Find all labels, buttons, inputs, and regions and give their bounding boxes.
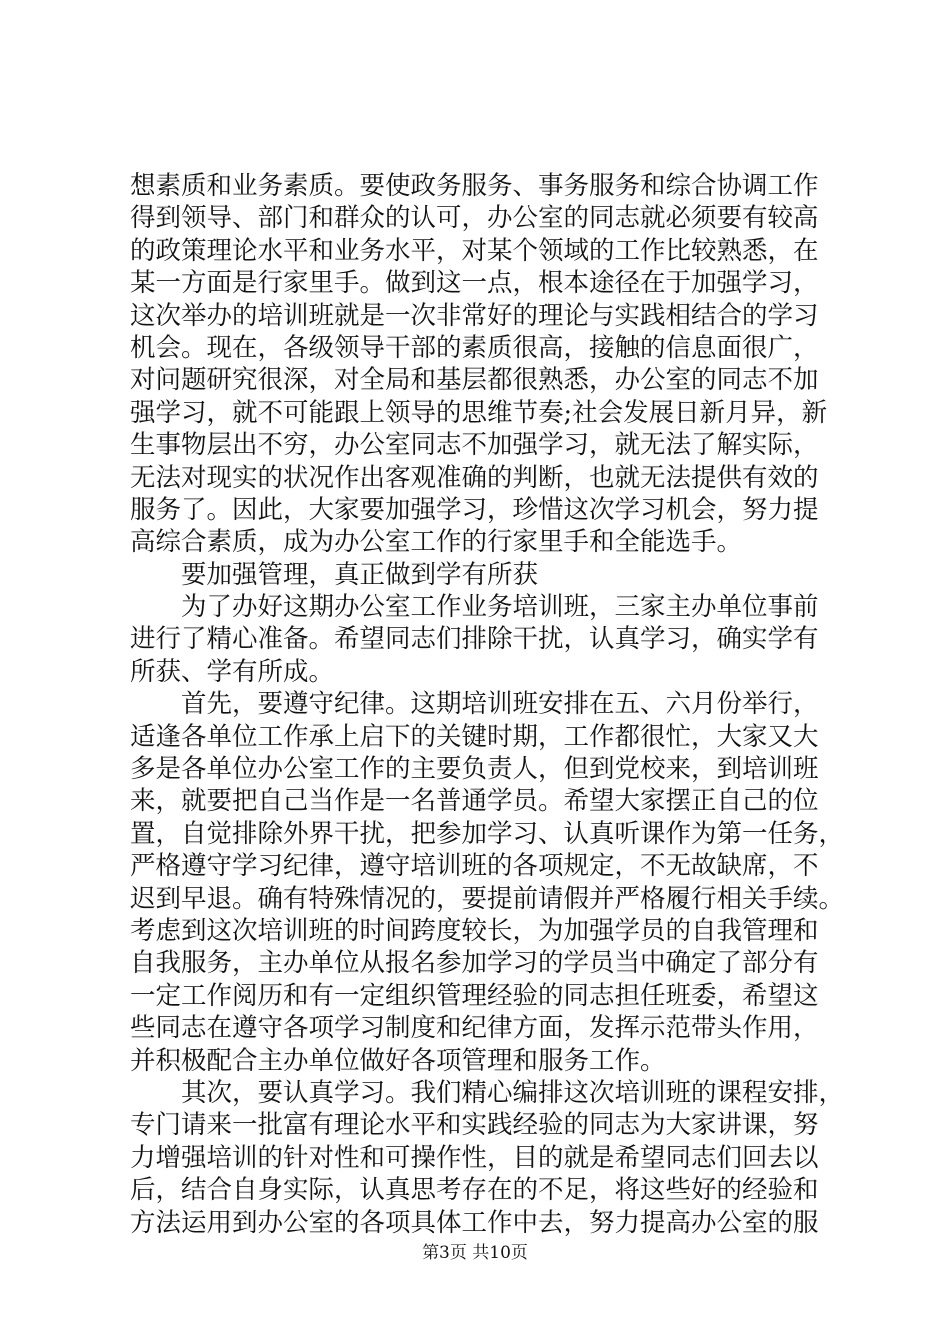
text-line: 自我服务，主办单位从报名参加学习的学员当中确定了部分有 (130, 948, 819, 979)
text-line: 迟到早退。确有特殊情况的，要提前请假并严格履行相关手续。 (130, 883, 845, 914)
text-line: 的政策理论水平和业务水平，对某个领域的工作比较熟悉，在 (130, 235, 819, 266)
page-footer: 第3页 共10页 (422, 1243, 528, 1263)
text-line: 为了办好这期办公室工作业务培训班，三家主办单位事前 (181, 592, 819, 623)
text-line: 服务了。因此，大家要加强学习，珍惜这次学习机会，努力提 (130, 494, 819, 525)
text-line: 想素质和业务素质。要使政务服务、事务服务和综合协调工作 (130, 171, 819, 201)
text-line: 严格遵守学习纪律，遵守培训班的各项规定，不无故缺席，不 (130, 851, 819, 882)
text-line: 进行了精心准备。希望同志们排除干扰，认真学习，确实学有 (130, 624, 819, 655)
text-line: 来，就要把自己当作是一名普通学员。希望大家摆正自己的位 (130, 786, 819, 817)
text-line: 适逢各单位工作承上启下的关键时期，工作都很忙，大家又大 (130, 721, 819, 752)
text-line: 方法运用到办公室的各项具体工作中去，努力提高办公室的服 (130, 1207, 819, 1238)
text-line: 后，结合自身实际，认真思考存在的不足，将这些好的经验和 (130, 1175, 819, 1206)
text-line: 并积极配合主办单位做好各项管理和服务工作。 (130, 1045, 666, 1076)
body-text (130, 170, 845, 1239)
text-line: 置，自觉排除外界干扰，把参加学习、认真听课作为第一任务， (130, 818, 845, 849)
text-line: 其次，要认真学习。我们精心编排这次培训班的课程安排， (181, 1077, 845, 1108)
text-line: 专门请来一批富有理论水平和实践经验的同志为大家讲课，努 (130, 1110, 819, 1141)
text-line: 力增强培训的针对性和可操作性，目的就是希望同志们回去以 (130, 1142, 819, 1173)
text-line: 无法对现实的状况作出客观准确的判断，也就无法提供有效的 (130, 462, 819, 493)
text-line: 考虑到这次培训班的时间跨度较长，为加强学员的自我管理和 (130, 915, 819, 946)
text-line: 某一方面是行家里手。做到这一点，根本途径在于加强学习， (130, 268, 819, 299)
text-line: 多是各单位办公室工作的主要负责人，但到党校来，到培训班 (130, 754, 819, 785)
text-line: 高综合素质，成为办公室工作的行家里手和全能选手。 (130, 527, 743, 558)
text-line: 这次举办的培训班就是一次非常好的理论与实践相结合的学习 (130, 300, 819, 331)
text-line: 强学习，就不可能跟上领导的思维节奏;社会发展日新月异，新 (130, 397, 828, 428)
text-line: 些同志在遵守各项学习制度和纪律方面，发挥示范带头作用， (130, 1013, 819, 1044)
text-line: 生事物层出不穷，办公室同志不加强学习，就无法了解实际， (130, 430, 819, 461)
text-line: 得到领导、部门和群众的认可，办公室的同志就必须要有较高 (130, 203, 819, 234)
text-line: 首先，要遵守纪律。这期培训班安排在五、六月份举行， (181, 689, 819, 720)
text-line: 对问题研究很深，对全局和基层都很熟悉，办公室的同志不加 (130, 365, 819, 396)
text-line: 所获、学有所成。 (130, 656, 335, 687)
text-line: 机会。现在，各级领导干部的素质很高，接触的信息面很广， (130, 332, 819, 363)
text-line: 要加强管理，真正做到学有所获 (181, 559, 539, 590)
text-line: 一定工作阅历和有一定组织管理经验的同志担任班委，希望这 (130, 980, 819, 1011)
